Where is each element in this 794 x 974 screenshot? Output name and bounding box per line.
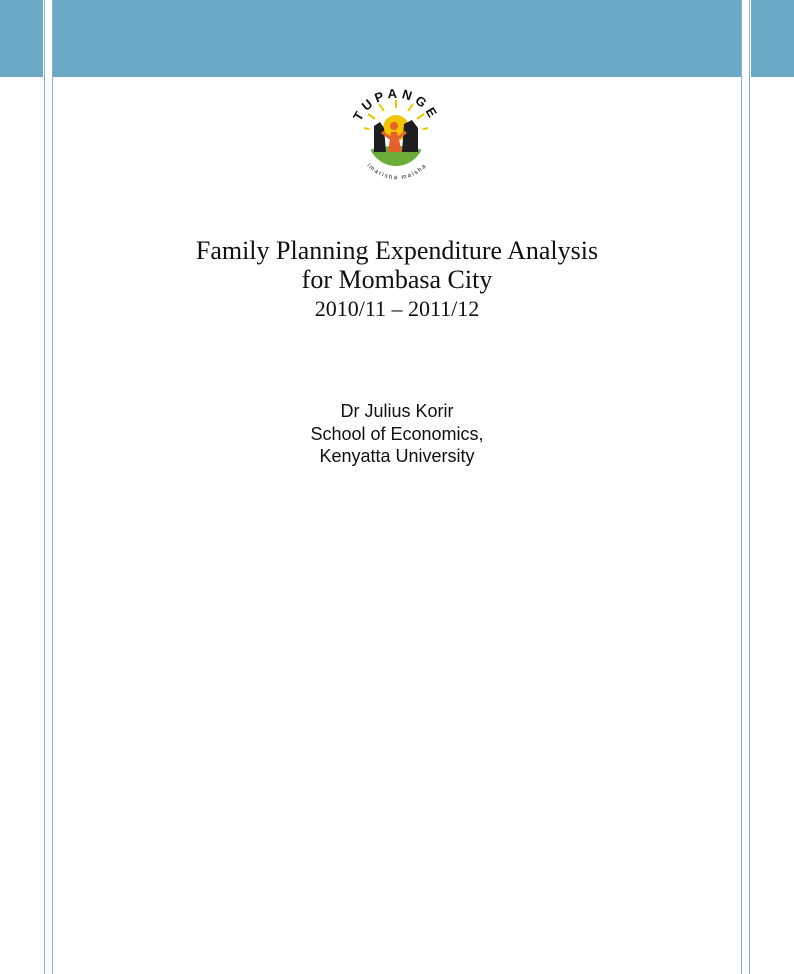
- author-name: Dr Julius Korir: [340, 401, 454, 421]
- document-title: [0, 236, 794, 322]
- author-department: School of Economics,: [310, 423, 484, 444]
- title-years: 2010/11 – 2011/12: [314, 296, 480, 321]
- tupange-logo: [344, 82, 448, 186]
- left-border-rule: [44, 0, 45, 974]
- left-inner-rule: [52, 0, 53, 974]
- author-institution: Kenyatta University: [319, 446, 475, 466]
- right-border-rule: [749, 0, 750, 974]
- header-band: [53, 0, 741, 77]
- header-band-left: [0, 0, 43, 77]
- logo-wordmark: TUPANGE: [349, 85, 443, 124]
- logo-tagline: imarisha maisha: [365, 162, 429, 182]
- header-band-right: [751, 0, 794, 77]
- author-block: [0, 400, 794, 468]
- right-inner-rule: [741, 0, 742, 974]
- title-line-1: Family Planning Expenditure Analysis: [195, 236, 599, 265]
- title-line-2: for Mombasa City: [301, 265, 493, 294]
